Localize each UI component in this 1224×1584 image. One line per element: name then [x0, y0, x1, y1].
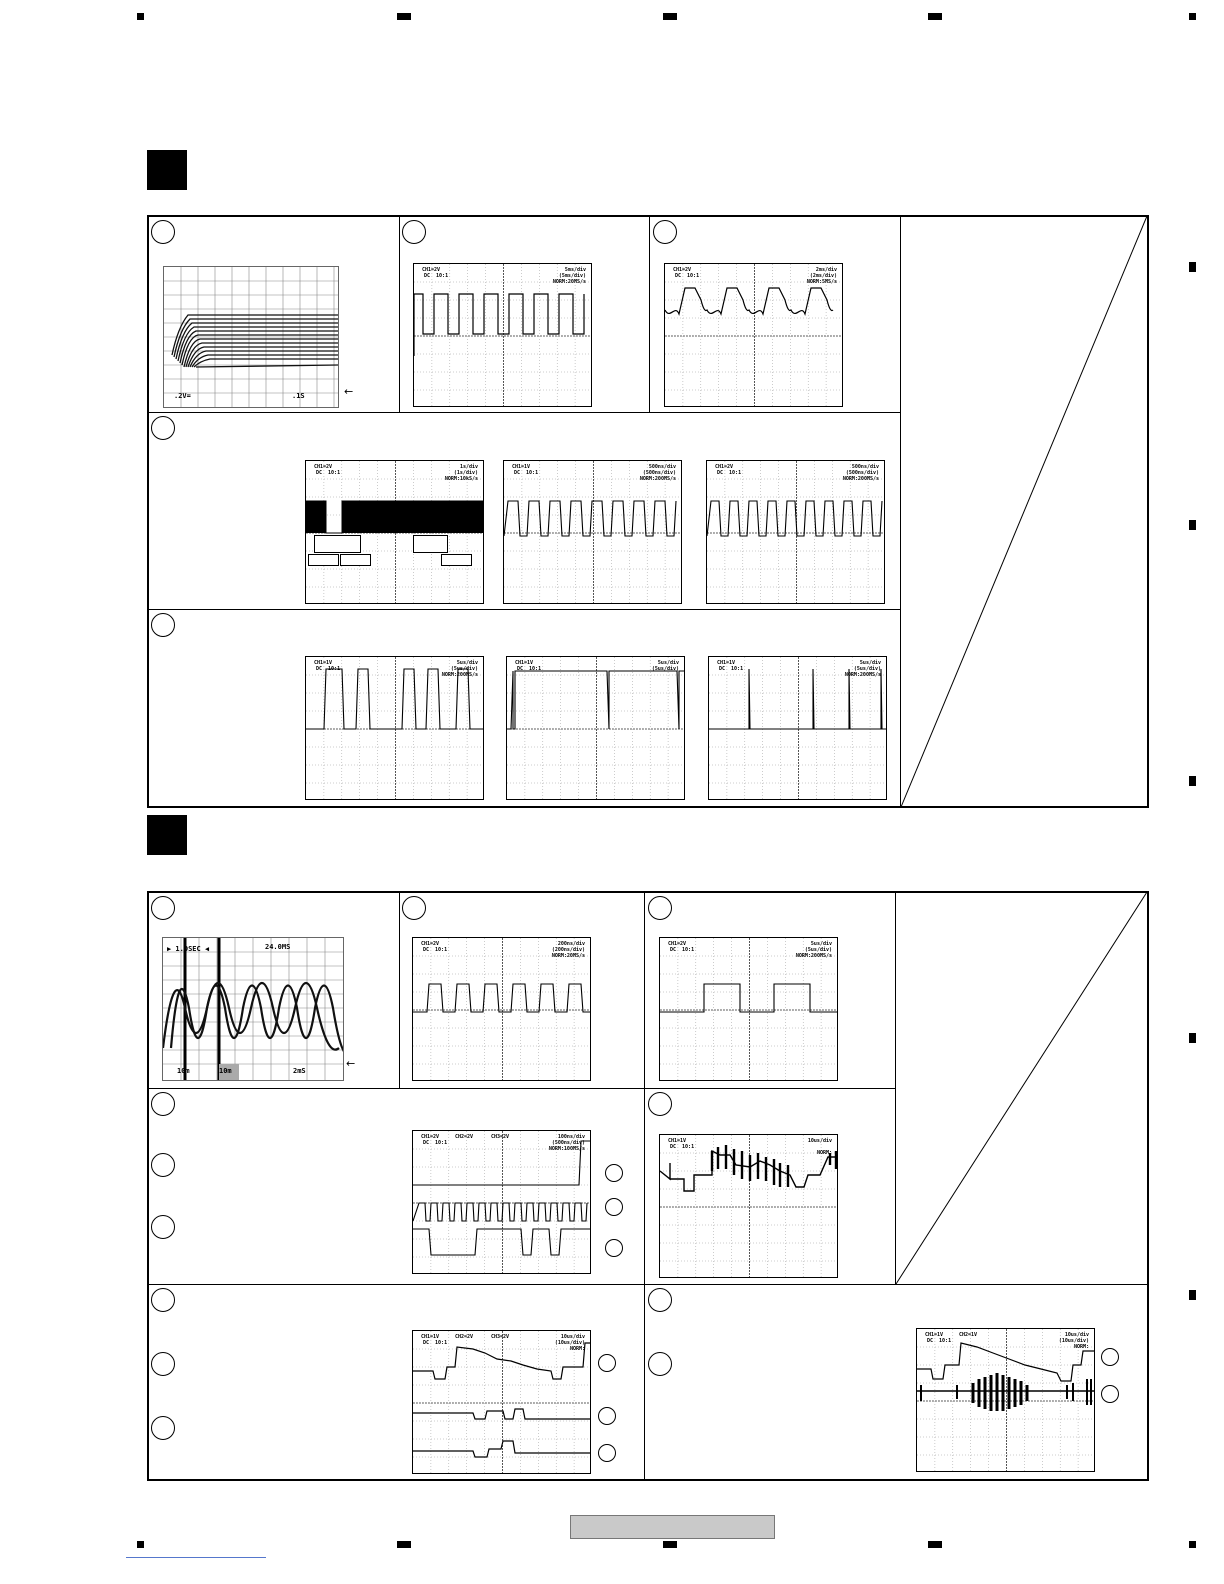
oscilloscope-trace	[916, 1328, 1095, 1472]
scope-readout: DC 10:1	[675, 273, 700, 279]
photo-label: 2mS	[293, 1067, 306, 1075]
point-marker	[151, 1288, 175, 1312]
scope-readout: NORM:10kS/s	[444, 476, 478, 482]
waveform-trace	[707, 501, 882, 536]
scope-grid	[660, 938, 838, 1081]
scope-readout: CH3=2V	[491, 1334, 510, 1340]
photo-label: 24.0MS	[265, 943, 291, 951]
waveform-trace	[413, 1409, 591, 1419]
scope-readout: CH1=1V	[314, 660, 333, 666]
point-marker	[151, 1416, 175, 1440]
scope-readout: DC 10:1	[517, 666, 542, 672]
scope-readout: NORM:200MS/s	[844, 672, 881, 678]
scope-readout: 10us/div	[560, 1334, 585, 1340]
scope-readout: DC 10:1	[423, 947, 448, 953]
scope-readout: (500ns/div)	[642, 470, 676, 476]
scope-readout: DC 10:1	[670, 947, 695, 953]
photo-label: 10m	[177, 1067, 190, 1075]
scope-grid	[660, 1135, 838, 1278]
scope-readout: CH1=1V	[512, 464, 531, 470]
scope-readout: 5us/div	[859, 660, 881, 666]
waveform-trace	[504, 501, 676, 536]
callout-box	[413, 535, 448, 553]
scope-photo-trace	[163, 938, 344, 1081]
arrow-icon: ←	[346, 1057, 356, 1070]
photo-label: ▶ 1.0SEC ◀	[167, 945, 210, 953]
arrow-icon: ←	[344, 385, 354, 398]
scope-readout: 500ns/div	[851, 464, 879, 470]
point-marker	[653, 220, 677, 244]
scope-readout: NORM:200MS/s	[639, 476, 676, 482]
point-marker	[648, 1352, 672, 1376]
reg-mark	[137, 1541, 144, 1548]
scope-readout: (200ns/div)	[551, 947, 585, 953]
point-marker	[648, 1288, 672, 1312]
waveform-trace	[306, 501, 484, 533]
point-marker	[648, 896, 672, 920]
scope-grid	[414, 264, 592, 407]
scope-readout: 5us/div	[810, 941, 832, 947]
divider	[148, 1284, 1148, 1285]
scope-grid	[306, 657, 484, 800]
scope-grid	[504, 461, 682, 604]
oscilloscope-trace	[664, 263, 843, 407]
scope-readout: (10us/div)	[554, 1340, 585, 1346]
divider	[399, 892, 400, 1088]
scope-readout: CH1=1V	[668, 1138, 687, 1144]
empty-cell-diagonal	[901, 216, 1148, 807]
scope-readout: 2ms/div	[815, 267, 837, 273]
channel-marker	[598, 1354, 616, 1372]
divider	[399, 216, 400, 412]
scope-readout: 5us/div	[456, 660, 478, 666]
reg-mark	[1189, 1033, 1196, 1043]
oscilloscope-trace	[413, 263, 592, 407]
scope-readout: (5us/div)	[651, 666, 679, 672]
scope-readout: DC 10:1	[423, 1340, 448, 1346]
scope-grid	[413, 938, 591, 1081]
waveform-trace	[660, 984, 838, 1012]
scope-photo	[163, 266, 339, 408]
waveform-trace	[414, 294, 584, 356]
scope-readout: 1s/div	[459, 464, 478, 470]
scope-readout: NORM:5MS/s	[806, 279, 837, 285]
oscilloscope-trace	[506, 656, 685, 800]
channel-marker	[605, 1198, 623, 1216]
scope-readout: (500ns/div)	[551, 1140, 585, 1146]
scope-readout: 200ns/div	[557, 941, 585, 947]
reg-mark	[397, 13, 411, 20]
scope-readout: 5us/div	[657, 660, 679, 666]
scope-readout: CH1=2V	[422, 267, 441, 273]
scope-readout: DC 10:1	[719, 666, 744, 672]
scope-photo-trace	[164, 267, 339, 408]
scope-readout: DC 10:1	[316, 666, 341, 672]
channel-marker	[598, 1444, 616, 1462]
scope-grid	[306, 461, 484, 604]
oscilloscope-trace	[412, 937, 591, 1081]
scope-readout: (1s/div)	[453, 470, 478, 476]
scope-readout: CH3=2V	[491, 1134, 510, 1140]
scope-readout: DC 10:1	[316, 470, 341, 476]
oscilloscope-trace	[708, 656, 887, 800]
divider	[148, 412, 900, 413]
reg-mark	[1189, 262, 1196, 272]
scope-readout: (10us/div)	[1058, 1338, 1089, 1344]
channel-marker	[605, 1239, 623, 1257]
oscilloscope-trace	[706, 460, 885, 604]
scope-readout: CH1=2V	[421, 941, 440, 947]
point-marker	[151, 1092, 175, 1116]
scope-readout: NORM:	[569, 1346, 585, 1352]
scope-readout: DC 10:1	[424, 273, 449, 279]
scope-grid	[665, 264, 843, 407]
waveform-trace	[709, 669, 887, 729]
channel-marker	[1101, 1348, 1119, 1366]
scope-readout: 10us/div	[807, 1138, 832, 1144]
footer-link-line	[126, 1557, 266, 1558]
point-marker	[648, 1092, 672, 1116]
point-marker	[402, 220, 426, 244]
scope-readout: DC 10:1	[514, 470, 539, 476]
oscilloscope-trace	[659, 937, 838, 1081]
scope-readout: CH1=2V	[673, 267, 692, 273]
divider	[148, 609, 900, 610]
point-marker	[151, 220, 175, 244]
point-marker	[151, 1215, 175, 1239]
section-1-marker	[147, 150, 187, 190]
scope-readout: NORM:20MS/s	[552, 279, 586, 285]
scope-readout: CH1=1V	[925, 1332, 944, 1338]
reg-mark	[928, 13, 942, 20]
photo-label: 10m	[219, 1067, 232, 1075]
scope-grid	[507, 657, 685, 800]
scope-grid	[917, 1329, 1095, 1472]
scope-readout: NORM:	[1073, 1344, 1089, 1350]
oscilloscope-trace	[659, 1134, 838, 1278]
reg-mark	[663, 1541, 677, 1548]
waveform-trace	[665, 288, 833, 314]
callout-box	[441, 554, 472, 566]
scope-readout: NORM:100MS/s	[548, 1146, 585, 1152]
callout-box	[340, 554, 371, 566]
scope-readout: (5us/div)	[853, 666, 881, 672]
oscilloscope-trace	[503, 460, 682, 604]
scope-readout: CH1=2V	[715, 464, 734, 470]
reg-mark	[1189, 1290, 1196, 1300]
scope-readout: CH1=1V	[421, 1334, 440, 1340]
point-marker	[151, 613, 175, 637]
waveform-trace	[973, 1373, 1027, 1411]
scope-readout: (5ms/div)	[558, 273, 586, 279]
reg-mark	[137, 13, 144, 20]
waveform-trace	[413, 1203, 587, 1221]
reg-mark	[928, 1541, 942, 1548]
reg-mark	[397, 1541, 411, 1548]
callout-box	[314, 535, 361, 553]
scope-readout: CH2=1V	[959, 1332, 978, 1338]
scope-readout: CH1=2V	[314, 464, 333, 470]
waveform-trace	[413, 1441, 591, 1457]
point-marker	[151, 1153, 175, 1177]
reg-mark	[663, 13, 677, 20]
scope-readout: CH1=2V	[668, 941, 687, 947]
scope-grid	[413, 1331, 591, 1474]
scope-readout: CH2=2V	[455, 1134, 474, 1140]
scope-readout: (5us/div)	[804, 947, 832, 953]
scope-readout: CH1=1V	[515, 660, 534, 666]
scope-readout: DC 10:1	[423, 1140, 448, 1146]
scope-readout: (2ms/div)	[809, 273, 837, 279]
oscilloscope-trace	[305, 656, 484, 800]
divider	[649, 216, 650, 412]
scope-photo	[162, 937, 344, 1081]
scope-grid	[707, 461, 885, 604]
photo-label: .2V=	[174, 392, 191, 400]
scope-readout: 10us/div	[1064, 1332, 1089, 1338]
channel-marker	[1101, 1385, 1119, 1403]
scope-readout: NORM:200MS/s	[795, 953, 832, 959]
scope-readout: CH2=2V	[455, 1334, 474, 1340]
scope-readout: 100ns/div	[557, 1134, 585, 1140]
scope-readout: 500ns/div	[648, 464, 676, 470]
waveform-trace	[306, 669, 484, 729]
waveform-trace	[413, 1343, 591, 1379]
point-marker	[151, 896, 175, 920]
scope-readout: CH1=1V	[717, 660, 736, 666]
oscilloscope-trace	[412, 1330, 591, 1474]
scope-readout: DC 10:1	[927, 1338, 952, 1344]
waveform-trace	[413, 984, 591, 1012]
waveform-trace	[413, 1229, 591, 1255]
reg-mark	[1189, 520, 1196, 530]
empty-cell-diagonal	[896, 892, 1148, 1284]
scope-readout: NORM:	[816, 1150, 832, 1156]
scope-grid	[413, 1131, 591, 1274]
scope-readout: CH1=2V	[421, 1134, 440, 1140]
scope-readout: (500ns/div)	[845, 470, 879, 476]
waveform-trace	[917, 1343, 1095, 1381]
scope-readout: (5us/div)	[450, 666, 478, 672]
scope-readout: NORM:200MS/s	[842, 476, 879, 482]
point-marker	[402, 896, 426, 920]
point-marker	[151, 416, 175, 440]
oscilloscope-trace	[305, 460, 484, 604]
photo-label: .1S	[292, 392, 305, 400]
reg-mark	[1189, 1541, 1196, 1548]
scope-readout: DC 10:1	[670, 1144, 695, 1150]
channel-marker	[605, 1164, 623, 1182]
section-2-marker	[147, 815, 187, 855]
divider	[148, 1088, 895, 1089]
reg-mark	[1189, 13, 1196, 20]
waveform-trace	[507, 671, 685, 729]
scope-readout: NORM:20MS/s	[551, 953, 585, 959]
scope-readout: 5ms/div	[564, 267, 586, 273]
scope-grid	[709, 657, 887, 800]
oscilloscope-trace	[412, 1130, 591, 1274]
callout-box	[308, 554, 339, 566]
point-marker	[151, 1352, 175, 1376]
page-number-box	[570, 1515, 775, 1539]
scope-readout: DC 10:1	[717, 470, 742, 476]
divider	[644, 892, 645, 1480]
scope-readout: NORM:200MS/s	[441, 672, 478, 678]
channel-marker	[598, 1407, 616, 1425]
reg-mark	[1189, 776, 1196, 786]
